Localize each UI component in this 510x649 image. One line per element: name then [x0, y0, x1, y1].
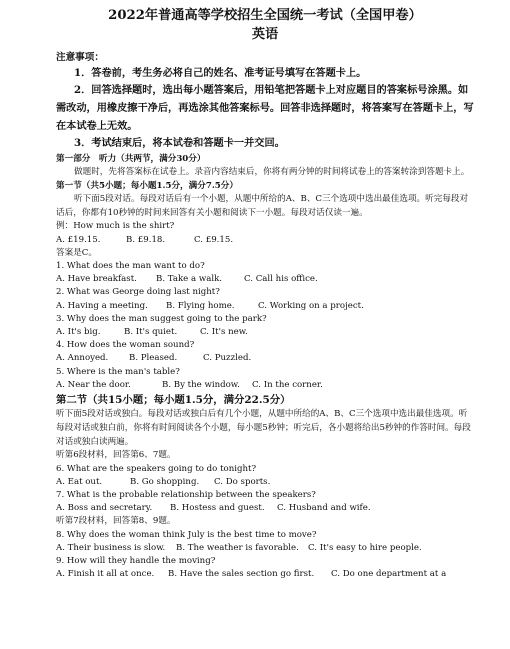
option: A. £19.15. [56, 234, 101, 245]
question-4-options [56, 352, 474, 365]
option: B. £9.18. [126, 234, 166, 245]
notes-heading: 注意事项： [56, 52, 104, 63]
note-2: 2．回答选择题时，选出每小题答案后，用铅笔把答题卡上对应题目的答案标号涂黑。如需改动，用橡皮擦干净后，再选涂其他答案标号。回答非选择题时，将答案写在答题卡上，写在本试卷上无效。 [56, 84, 474, 132]
question-5: 5. Where is the man's table? [56, 366, 180, 377]
option: C. In the corner. [252, 379, 323, 390]
exam-subject: 英语 [251, 27, 279, 42]
question-5-options [56, 379, 474, 392]
option: B. Pleased. [129, 353, 178, 364]
material-7-label: 听第7段材料，回答第8、9题。 [56, 516, 176, 527]
option: C. Puzzled. [203, 353, 252, 364]
option: C. Do sports. [214, 476, 271, 487]
question-9: 9. How will they handle the moving? [56, 556, 216, 567]
option: A. Annoyed. [56, 353, 109, 364]
option: B. It's quiet. [124, 327, 178, 338]
question-8: 8. Why does the woman think July is the best time to move? [56, 529, 317, 540]
material-6-label: 听第6段材料，回答第6、7题。 [56, 450, 176, 461]
option: B. Hostess and guest. [170, 503, 265, 514]
part1-intro: 做题时，先将答案标在试卷上。录音内容结束后，你将有两分钟的时间将试卷上的答案转涂到答题卡上。 [74, 166, 470, 177]
question-9-options [56, 568, 474, 581]
question-8-options [56, 542, 474, 555]
option: A. Near the door. [56, 379, 131, 390]
example-question: 例：How much is the shirt? [56, 221, 175, 232]
option: B. Flying home. [166, 300, 235, 311]
section1-intro: 听下面5段对话。每段对话后有一个小题，从题中所给的A、B、C三个选项中选出最佳选项。听完每段对话后，你都有10秒钟的时间来回答有关小题和阅读下一小题。每段对话仅读一遍。 [56, 193, 469, 218]
option: C. Working on a project. [258, 300, 364, 311]
question-6: 6. What are the speakers going to do tonight? [56, 463, 257, 474]
note-3: 3．考试结束后，将本试卷和答题卡一并交回。 [74, 137, 285, 150]
option: C. Husband and wife. [277, 503, 371, 514]
option: B. The weather is favorable. [176, 542, 299, 553]
question-6-options [56, 476, 474, 489]
example-options [56, 234, 474, 247]
part1-heading: 第一部分 听力（共两节，满分30分） [56, 153, 206, 164]
option: A. Eat out. [56, 476, 103, 487]
section2-intro: 听下面5段对话或独白。每段对话或独白后有几个小题，从题中所给的A、B、C三个选项中选出最佳选项。听每段对话或独白前，你将有时间阅读各个小题，每小题5秒钟；听完后，各小题将给出5秒钟的作答时间。每段对话或独白读两遍。 [56, 409, 471, 447]
option: A. Have breakfast. [56, 274, 137, 285]
option: C. Call his office. [244, 274, 318, 285]
option: A. It's big. [56, 327, 101, 338]
question-4: 4. How does the woman sound? [56, 340, 195, 351]
option: B. Have the sales section go first. [168, 569, 315, 580]
question-1-options [56, 273, 474, 286]
option: A. Their business is slow. [56, 542, 166, 553]
question-3-options [56, 326, 474, 339]
example-answer: 答案是C。 [56, 247, 97, 258]
option: A. Finish it all at once. [56, 569, 155, 580]
question-7-options [56, 502, 474, 515]
option: A. Boss and secretary. [56, 503, 153, 514]
option: B. By the window. [162, 379, 240, 390]
question-1: 1. What does the man want to do? [56, 261, 205, 271]
option: C. Do one department at a [331, 569, 447, 580]
option: C. £9.15. [194, 234, 234, 245]
exam-title: 2022年普通高等学校招生全国统一考试（全国甲卷） [108, 8, 422, 23]
note-1: 1．答卷前，考生务必将自己的姓名、准考证号填写在答题卡上。 [74, 67, 367, 79]
question-2-options [56, 300, 474, 313]
question-3: 3. Why does the man suggest going to the park? [56, 313, 267, 324]
section2-heading: 第二节（共15小题；每小题1.5分，满分22.5分） [56, 394, 291, 407]
question-2: 2. What was George doing last night? [56, 287, 220, 298]
option: A. Having a meeting. [56, 300, 148, 311]
section1-heading: 第一节（共5小题；每小题1.5分，满分7.5分） [56, 180, 238, 191]
option: C. It's new. [200, 327, 248, 338]
question-7: 7. What is the probable relationship between the speakers? [56, 490, 316, 501]
option: C. It's easy to hire people. [308, 542, 422, 553]
option: B. Go shopping. [130, 476, 200, 487]
option: B. Take a walk. [156, 274, 223, 285]
